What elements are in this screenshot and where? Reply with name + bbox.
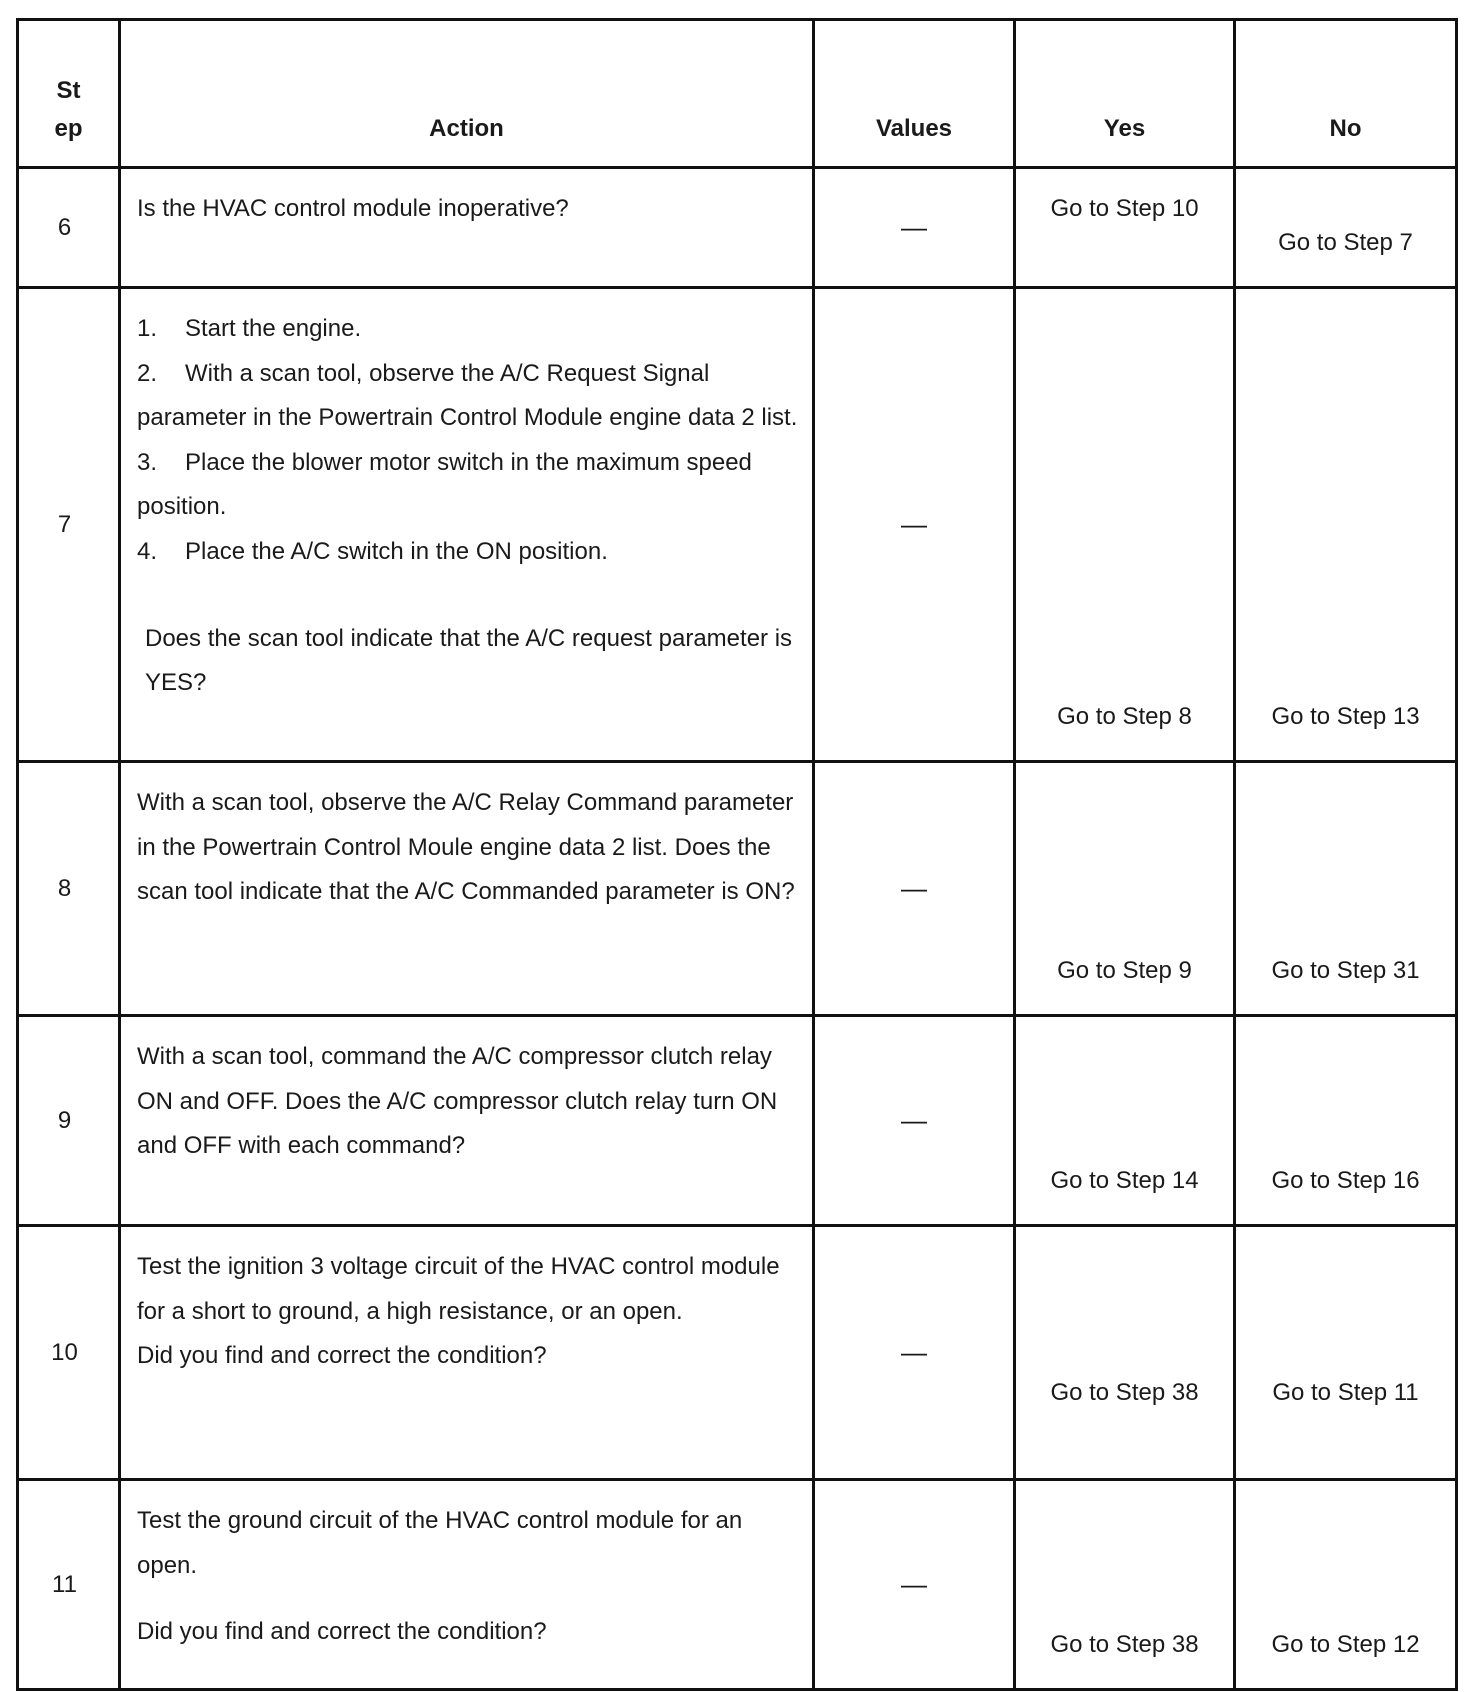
values-cell: — (814, 1480, 1015, 1690)
yes-cell: Go to Step 9 (1015, 762, 1235, 1016)
no-cell (1235, 1480, 1457, 1690)
yes-text: Go to Step 38 (1050, 1631, 1199, 1659)
yes-cell (1015, 1226, 1235, 1480)
header-action: Action (120, 20, 814, 168)
diagnostic-table (16, 18, 1458, 1691)
header-values: Values (814, 20, 1015, 168)
action-question: Does the scan tool indicate that the A/C request parameter is YES? (145, 624, 793, 697)
action-text: With a scan tool, command the A/C compressor clutch relay ON and OFF. Does the A/C compressor clutch relay turn ON and OFF with each command? (137, 1043, 778, 1160)
action-cell (120, 288, 814, 762)
header-yes: Yes (1015, 20, 1235, 168)
header-step-label: St ep (54, 77, 83, 142)
no-cell (1235, 1226, 1457, 1480)
action-text: Test the ignition 3 voltage circuit of the HVAC control module for a short to ground, a high resistance, or an open. (137, 1253, 780, 1325)
yes-cell (1015, 1480, 1235, 1690)
action-question: Did you find and correct the condition? (137, 1618, 547, 1646)
table-row (18, 168, 1457, 288)
no-cell: Go to Step 7 (1235, 168, 1457, 288)
action-text: With a scan tool, observe the A/C Relay Command parameter in the Powertrain Control Moule engine data 2 list. Does the scan tool indicate that the A/C Commanded parameter is ON? (137, 789, 795, 906)
step-number: 11 (18, 1480, 120, 1690)
table-row (18, 1480, 1457, 1690)
action-step: 1. Start the engine. (137, 315, 362, 342)
yes-cell (1015, 168, 1235, 288)
action-cell (120, 1480, 814, 1690)
action-step: 4. Place the A/C switch in the ON position. (137, 537, 608, 565)
values-cell: — (814, 288, 1015, 762)
header-no: No (1235, 20, 1457, 168)
no-text: Go to Step 12 (1271, 1631, 1420, 1659)
table-row (18, 1016, 1457, 1226)
yes-cell (1015, 1016, 1235, 1226)
action-text: Is the HVAC control module inoperative? (137, 195, 569, 222)
header-step (18, 20, 120, 168)
action-cell (120, 1016, 814, 1226)
no-text: Go to Step 16 (1271, 1167, 1420, 1195)
step-number: 6 (18, 168, 120, 288)
table-row (18, 762, 1457, 1016)
values-cell: — (814, 168, 1015, 288)
step-number: 8 (18, 762, 120, 1016)
values-cell: — (814, 1016, 1015, 1226)
action-cell (120, 762, 814, 1016)
table-row (18, 288, 1457, 762)
action-step: 3. Place the blower motor switch in the maximum speed position. (137, 448, 752, 521)
header-row (18, 20, 1457, 168)
no-text: Go to Step 31 (1271, 957, 1420, 985)
values-cell: — (814, 1226, 1015, 1480)
table-row (18, 1226, 1457, 1480)
action-cell (120, 1226, 814, 1480)
no-text: Go to Step 13 (1271, 703, 1420, 731)
no-cell (1235, 1016, 1457, 1226)
action-text: Test the ground circuit of the HVAC control module for an open. (137, 1507, 743, 1579)
yes-text: Go to Step 10 (1050, 195, 1199, 222)
yes-text: Go to Step 14 (1050, 1167, 1199, 1195)
values-cell: — (814, 762, 1015, 1016)
no-cell (1235, 288, 1457, 762)
step-number: 9 (18, 1016, 120, 1226)
yes-text: Go to Step 38 (1050, 1379, 1199, 1407)
action-steps-list (137, 307, 800, 575)
yes-cell: Go to Step 8 (1015, 288, 1235, 762)
no-text: Go to Step 11 (1272, 1379, 1419, 1407)
action-cell (120, 168, 814, 288)
action-step: 2. With a scan tool, observe the A/C Request Signal parameter in the Powertrain Control Module engine data 2 list. (137, 359, 798, 432)
action-question: Did you find and correct the condition? (137, 1342, 547, 1370)
step-number: 10 (18, 1226, 120, 1480)
step-number: 7 (18, 288, 120, 762)
no-cell (1235, 762, 1457, 1016)
